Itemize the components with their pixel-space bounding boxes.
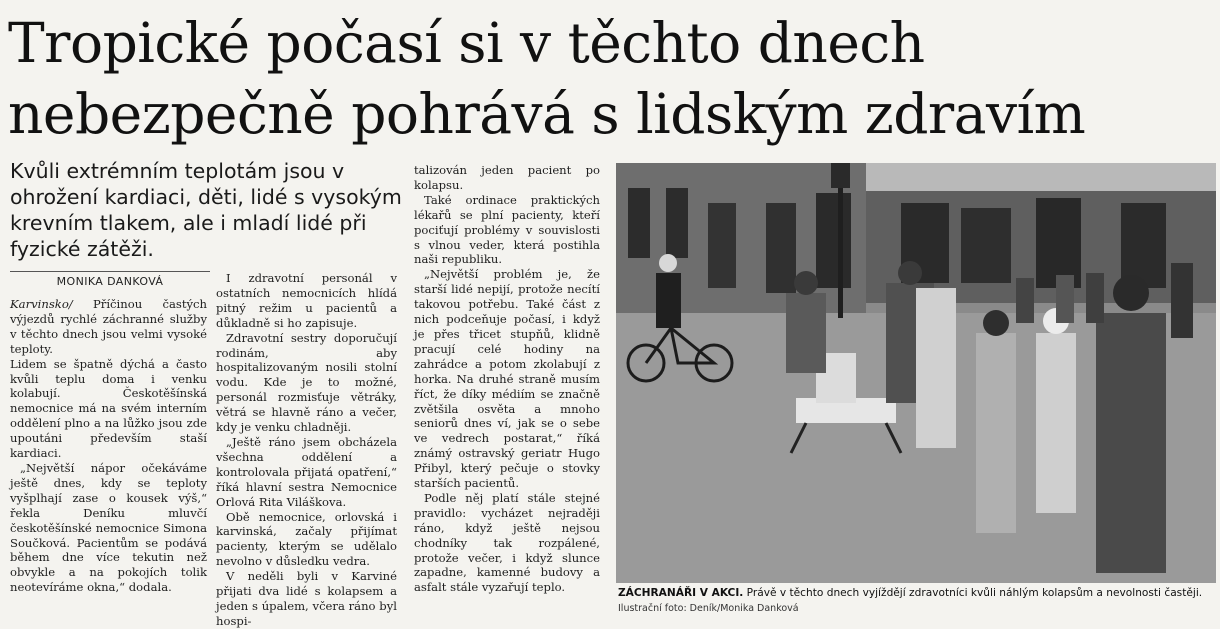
bystander-head: [1113, 275, 1149, 311]
bystander-head: [983, 310, 1009, 336]
building-awning: [866, 163, 1216, 191]
caption-text: Právě v těchto dnech vyjíždějí zdravotníci kvůli náhlým kolapsům a nevolnosti častěji.: [743, 587, 1203, 599]
bystander: [976, 333, 1016, 533]
column-3-paragraph: Také ordinace praktických lékařů se plní pacienty, kteří pociťují problémy v souvislosti s vlnou veder, která postihla naši republiku.: [414, 192, 600, 267]
crowd-person: [1086, 273, 1104, 323]
crowd-person: [1056, 275, 1074, 323]
photo-credit: Ilustrační foto: Deník/Monika Danková: [618, 603, 799, 614]
cyclist-head: [659, 254, 677, 272]
shop-window: [961, 208, 1011, 283]
crowd-person: [1016, 278, 1034, 323]
dateline-location: Karvinsko/: [10, 297, 73, 311]
window: [766, 203, 796, 293]
window: [708, 203, 736, 288]
column-3-paragraph: talizován jeden pacient po kolapsu.: [414, 163, 600, 192]
shop-window: [1036, 198, 1081, 288]
column-3-paragraph: „Největší problém je, že starší lidé nepijí, protože necítí takovou potřebu. Také část z nich podceňuje počasí, i když je přes třicet stupňů, klidně pracují celé hodiny na zahrádce a potom zkolabují z horka. Na druhé straně musím říct, že díky médiím se značně zvětšila osvěta a mnoho seniorů dnes ví, jak se o sebe ve vedrech postarat,“ říká známý ostravský geriatr Hugo Přibyl, který pečuje o stovky starších pacientů.: [414, 267, 600, 491]
column-1-paragraph: Lidem se špatně dýchá a často kvůli teplu doma i venku kolabují. Českotěšínská nemocnice má na svém interním oddělení plno a na lůžko jsou zde upoutáni především staší kardiaci.: [10, 356, 207, 461]
column-2-paragraph: V neděli byli v Karviné přijati dva lidé s kolapsem a jeden s úpalem, včera ráno byl hospi-: [216, 569, 397, 628]
cyclist: [656, 273, 681, 328]
column-1-paragraph-text: Příčinou častých výjezdů rychlé záchranné služby v těchto dnech jsou velmi vysoké teploty.: [10, 297, 207, 356]
bystander: [1036, 333, 1076, 513]
article-column-3: [414, 163, 600, 595]
author-byline: MONIKA DANKOVÁ: [10, 271, 210, 288]
bystander: [1096, 313, 1166, 573]
article-column-1: [10, 297, 207, 595]
news-photo: [616, 163, 1216, 583]
paramedic: [786, 293, 826, 373]
lamp-post: [838, 168, 843, 318]
shop-window: [1121, 203, 1166, 288]
column-3-paragraph: Podle něj platí stále stejné pravidlo: vycházet nejraději ráno, když ještě nejsou chodníky tak rozpálené, protože večer, i když slunce zapadne, kamenné budovy a asfalt stále vyzařují teplo.: [414, 490, 600, 595]
column-1-paragraph: „Největší nápor očekáváme ještě dnes, kdy se teploty vyšplhají zase o kousek výš,“ řekla Deníku mluvčí českotěšínské nemocnice Simona Součková. Pacientům se podává během dne více tekutin než obvykle a na pokojích tolik neotevíráme okna,“ dodala.: [10, 460, 207, 595]
paramedic-standing: [916, 288, 956, 448]
crowd-person: [1171, 263, 1193, 338]
caption-heading: ZÁCHRANÁŘI V AKCI.: [618, 587, 744, 599]
column-2-paragraph: I zdravotní personál v ostatních nemocnicích hlídá pitný režim u pacientů a důkladně si ho zapisuje.: [216, 271, 397, 330]
article-headline: Tropické počasí si v těchto dnech nebezpečně pohrává s lidským zdravím: [8, 11, 1086, 146]
article-lead: Kvůli extrémním teplotám jsou v ohrožení kardiaci, děti, lidé s vysokým krevním tlakem, ale i mladí lidé při fyzické zátěži.: [10, 159, 402, 261]
photo-illustration: [616, 163, 1216, 583]
window: [666, 188, 688, 258]
window: [628, 188, 650, 258]
paramedic-head: [794, 271, 818, 295]
column-2-paragraph: „Ještě ráno jsem obcházela všechna oddělení a kontrolovala přijatá opatření,“ říká hlavní sestra Nemocnice Orlová Rita Viláškova.: [216, 434, 397, 509]
column-2-paragraph: Zdravotní sestry doporučují rodinám, aby hospitalizovaným nosili stolní vodu. Kde je to možné, personál rozmisťuje větráky, větrá se hlavně ráno a večer, kdy je venku chladněji.: [216, 330, 397, 435]
column-2-paragraph: Obě nemocnice, orlovská i karvinská, začaly přijímat pacienty, kterým se udělalo nevolno v důsledku vedra.: [216, 509, 397, 569]
street-lamp: [831, 163, 850, 188]
article-column-2: [216, 271, 397, 629]
paramedic-head: [898, 261, 922, 285]
window: [816, 193, 851, 288]
photo-caption: [618, 587, 1216, 600]
column-1-paragraph: [10, 297, 207, 357]
